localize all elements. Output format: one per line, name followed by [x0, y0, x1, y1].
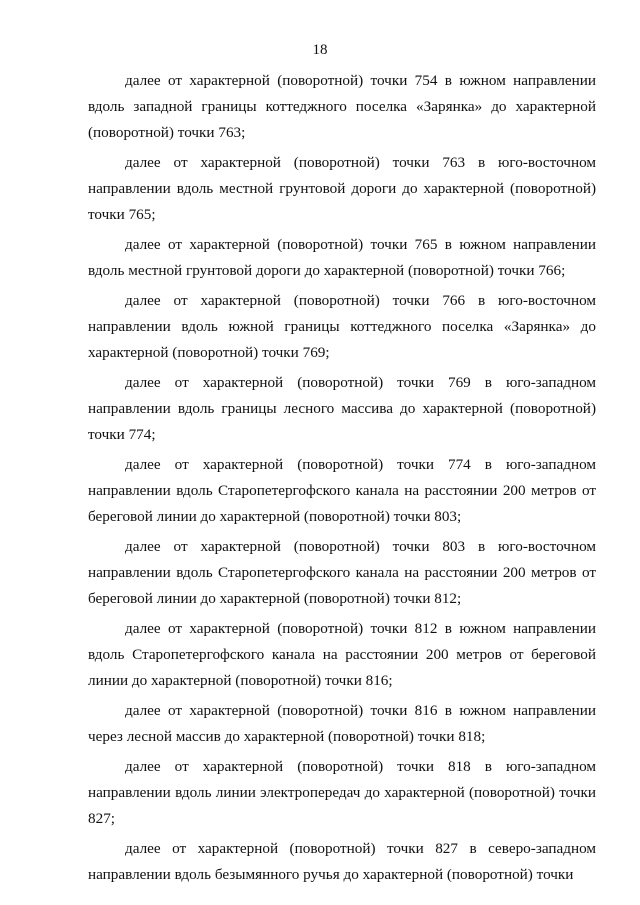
boundary-paragraph-769: далее от характерной (поворотной) точки 769 в юго-западном направлении вдоль границы лесного массива до характерной (поворотной) точки 774; — [88, 374, 596, 443]
page-number: 18 — [312, 42, 328, 58]
boundary-paragraph-766: далее от характерной (поворотной) точки 766 в юго-восточном направлении вдоль южной границы коттеджного поселка «Зарянка» до характерной (поворотной) точки 769; — [88, 292, 596, 361]
boundary-paragraph-803: далее от характерной (поворотной) точки 803 в юго-восточном направлении вдоль Старопетергофского канала на расстоянии 200 метров от береговой линии до характерной (поворотной) точки 812; — [88, 538, 596, 607]
boundary-paragraph-765: далее от характерной (поворотной) точки 765 в южном направлении вдоль местной грунтовой дороги до характерной (поворотной) точки 766; — [88, 236, 596, 279]
boundary-paragraph-754: далее от характерной (поворотной) точки 754 в южном направлении вдоль западной границы коттеджного поселка «Зарянка» до характерной (поворотной) точки 763; — [88, 72, 596, 141]
boundary-paragraph-812: далее от характерной (поворотной) точки 812 в южном направлении вдоль Старопетергофского канала на расстоянии 200 метров от береговой линии до характерной (поворотной) точки 816; — [88, 620, 596, 689]
boundary-paragraph-774: далее от характерной (поворотной) точки 774 в юго-западном направлении вдоль Старопетергофского канала на расстоянии 200 метров от береговой линии до характерной (поворотной) точки 803; — [88, 456, 596, 525]
boundary-paragraph-763: далее от характерной (поворотной) точки 763 в юго-восточном направлении вдоль местной грунтовой дороги до характерной (поворотной) точки 765; — [88, 154, 596, 223]
boundary-paragraph-818: далее от характерной (поворотной) точки 818 в юго-западном направлении вдоль линии электропередач до характерной (поворотной) точки 827; — [88, 758, 596, 827]
boundary-paragraph-827: далее от характерной (поворотной) точки 827 в северо-западном направлении вдоль безымянного ручья до характерной (поворотной) точки — [88, 840, 596, 883]
boundary-paragraph-816: далее от характерной (поворотной) точки 816 в южном направлении через лесной массив до характерной (поворотной) точки 818; — [88, 702, 596, 745]
document-body — [88, 68, 596, 892]
